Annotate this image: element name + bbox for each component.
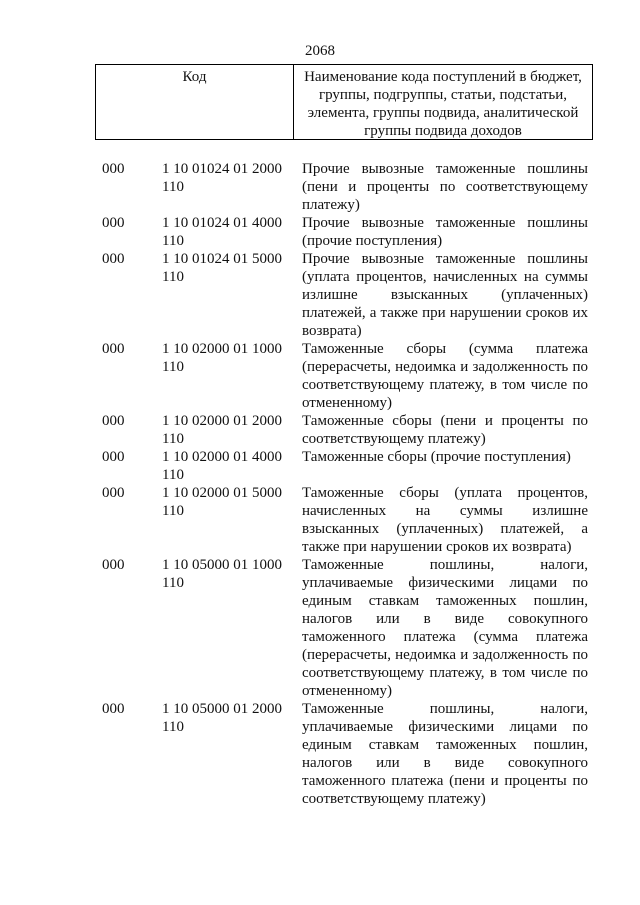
revenue-code: 1 10 01024 01 5000 110	[162, 251, 282, 285]
admin-code: 000	[102, 701, 125, 717]
table-row	[0, 556, 640, 700]
table-row	[0, 160, 640, 214]
revenue-code: 1 10 01024 01 4000 110	[162, 215, 282, 249]
table-row	[0, 214, 640, 250]
revenue-name: Таможенные пошлины, налоги, уплачиваемые физическими лицами по единым ставкам таможенных пошлин, налогов или в виде совокупного таможенного платежа (пени и проценты по соответствующему платежу)	[302, 701, 588, 807]
header-code-column: Код	[96, 65, 294, 139]
revenue-code: 1 10 02000 01 2000 110	[162, 413, 282, 447]
revenue-name: Таможенные сборы (сумма платежа (перерасчеты, недоимка и задолженность по соответствующему платежу, в том числе по отмененному)	[302, 341, 588, 411]
revenue-name: Прочие вывозные таможенные пошлины (уплата процентов, начисленных на суммы излишне взысканных (уплаченных) платежей, а также при нарушении сроков их возврата)	[302, 251, 588, 339]
table-body	[0, 160, 640, 808]
admin-code: 000	[102, 251, 125, 267]
revenue-code: 1 10 05000 01 1000 110	[162, 557, 282, 591]
revenue-code: 1 10 01024 01 2000 110	[162, 161, 282, 195]
page-number: 2068	[305, 43, 335, 59]
table-row	[0, 484, 640, 556]
revenue-code: 1 10 05000 01 2000 110	[162, 701, 282, 735]
table-row	[0, 412, 640, 448]
admin-code: 000	[102, 449, 125, 465]
revenue-name: Прочие вывозные таможенные пошлины (прочие поступления)	[302, 215, 588, 249]
table-row	[0, 700, 640, 808]
table-row	[0, 340, 640, 412]
revenue-code: 1 10 02000 01 5000 110	[162, 485, 282, 519]
admin-code: 000	[102, 215, 125, 231]
admin-code: 000	[102, 485, 125, 501]
revenue-code: 1 10 02000 01 4000 110	[162, 449, 282, 483]
revenue-name: Таможенные сборы (уплата процентов, начисленных на суммы излишне взысканных (уплаченных) платежей, а также при нарушении сроков их возврата)	[302, 485, 588, 555]
admin-code: 000	[102, 557, 125, 573]
revenue-name: Таможенные сборы (прочие поступления)	[302, 449, 571, 465]
revenue-name: Таможенные пошлины, налоги, уплачиваемые физическими лицами по единым ставкам таможенных пошлин, налогов или в виде совокупного таможенного платежа (сумма платежа (перерасчеты, недоимка и задолженность по соответствующему платежу, в том числе по отмененному)	[302, 557, 588, 699]
table-row	[0, 448, 640, 484]
revenue-code: 1 10 02000 01 1000 110	[162, 341, 282, 375]
admin-code: 000	[102, 161, 125, 177]
table-header	[95, 64, 593, 140]
table-row	[0, 250, 640, 340]
revenue-name: Прочие вывозные таможенные пошлины (пени и проценты по соответствующему платежу)	[302, 161, 588, 213]
revenue-name: Таможенные сборы (пени и проценты по соответствующему платежу)	[302, 413, 588, 447]
header-name-column: Наименование кода поступлений в бюджет, группы, подгруппы, статьи, подстатьи, элемента, группы подвида, аналитической группы подвида доходов	[304, 69, 582, 139]
admin-code: 000	[102, 341, 125, 357]
admin-code: 000	[102, 413, 125, 429]
